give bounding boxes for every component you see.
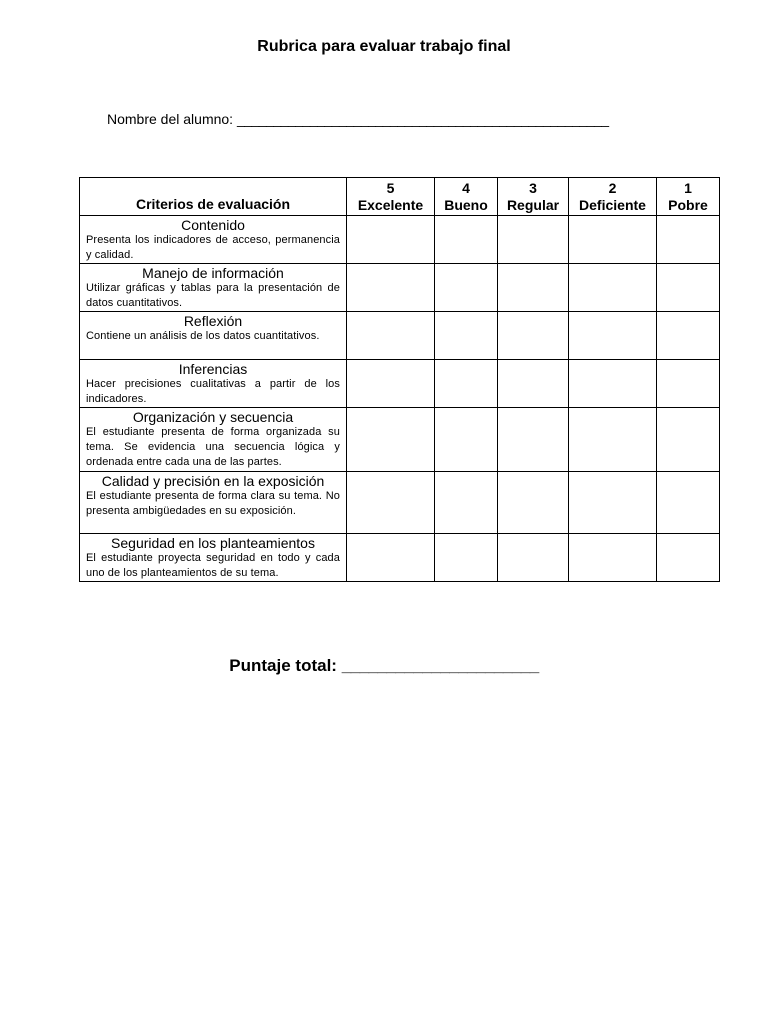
criterion-cell: [80, 534, 347, 582]
criterion-description: Presenta los indicadores de acceso, permanencia y calidad.: [86, 234, 340, 261]
total-score-field: [0, 655, 768, 677]
score-cell[interactable]: [498, 216, 569, 264]
score-cell[interactable]: [347, 264, 435, 312]
score-cell[interactable]: [657, 312, 720, 360]
score-cell[interactable]: [569, 264, 657, 312]
table-row: [80, 360, 720, 408]
score-cell[interactable]: [657, 360, 720, 408]
score-cell[interactable]: [498, 312, 569, 360]
criterion-description: El estudiante proyecta seguridad en todo y cada uno de los planteamientos de su tema.: [86, 552, 340, 579]
criterion-description: Contiene un análisis de los datos cuantitativos.: [86, 330, 320, 342]
student-name-line: ___________________________________________________: [236, 111, 609, 127]
total-score-line: ______________________: [341, 656, 539, 675]
criterion-title: Organización y secuencia: [132, 409, 294, 425]
student-name-field: [107, 110, 609, 128]
score-cell[interactable]: [435, 360, 498, 408]
student-name-label: Nombre del alumno:: [107, 111, 234, 127]
criteria-header: Criterios de evaluación: [80, 178, 347, 216]
rubric-table: [79, 177, 720, 582]
score-cell[interactable]: [569, 408, 657, 472]
score-cell[interactable]: [498, 534, 569, 582]
document-title: Rubrica para evaluar trabajo final: [257, 38, 511, 55]
table-row: [80, 264, 720, 312]
criterion-cell: [80, 360, 347, 408]
criterion-cell: [80, 312, 347, 360]
score-cell[interactable]: [435, 534, 498, 582]
criterion-title: Inferencias: [178, 361, 248, 377]
criterion-description: El estudiante presenta de forma clara su tema. No presenta ambigüedades en su exposición.: [86, 490, 340, 517]
criterion-cell: [80, 408, 347, 472]
score-cell[interactable]: [347, 360, 435, 408]
level-header-2: 2 Deficiente: [569, 178, 657, 216]
criterion-description: Utilizar gráficas y tablas para la presentación de datos cuantitativos.: [86, 282, 340, 309]
score-cell[interactable]: [569, 472, 657, 534]
score-cell[interactable]: [498, 360, 569, 408]
criterion-title: Seguridad en los planteamientos: [111, 535, 315, 551]
score-cell[interactable]: [569, 534, 657, 582]
level-header-4: 4 Bueno: [435, 178, 498, 216]
criterion-description: Hacer precisiones cualitativas a partir de los indicadores.: [86, 378, 340, 405]
score-cell[interactable]: [657, 264, 720, 312]
criterion-description: El estudiante presenta de forma organizada su tema. Se evidencia una secuencia lógica y ordenada entre cada una de las partes.: [86, 426, 340, 468]
score-cell[interactable]: [657, 472, 720, 534]
score-cell[interactable]: [435, 472, 498, 534]
criterion-title: Reflexión: [183, 313, 243, 329]
table-row: [80, 312, 720, 360]
level-header-5: 5 Excelente: [347, 178, 435, 216]
score-cell[interactable]: [347, 534, 435, 582]
table-row: [80, 216, 720, 264]
criterion-title: Calidad y precisión en la exposición: [101, 473, 325, 489]
table-row: [80, 408, 720, 472]
score-cell[interactable]: [657, 534, 720, 582]
score-cell[interactable]: [347, 312, 435, 360]
score-cell[interactable]: [569, 312, 657, 360]
criterion-title: Contenido: [181, 217, 245, 233]
total-score-label: Puntaje total:: [229, 656, 337, 675]
score-cell[interactable]: [347, 408, 435, 472]
header-row: [80, 178, 720, 216]
table-row: [80, 472, 720, 534]
criterion-cell: [80, 216, 347, 264]
criterion-cell: [80, 472, 347, 534]
score-cell[interactable]: [435, 312, 498, 360]
score-cell[interactable]: [569, 360, 657, 408]
score-cell[interactable]: [498, 264, 569, 312]
level-header-1: 1 Pobre: [657, 178, 720, 216]
score-cell[interactable]: [435, 408, 498, 472]
score-cell[interactable]: [347, 472, 435, 534]
score-cell[interactable]: [657, 408, 720, 472]
score-cell[interactable]: [347, 216, 435, 264]
criterion-cell: [80, 264, 347, 312]
score-cell[interactable]: [435, 216, 498, 264]
score-cell[interactable]: [498, 472, 569, 534]
table-row: [80, 534, 720, 582]
criterion-title: Manejo de información: [142, 265, 284, 281]
level-header-3: 3 Regular: [498, 178, 569, 216]
score-cell[interactable]: [498, 408, 569, 472]
score-cell[interactable]: [569, 216, 657, 264]
score-cell[interactable]: [435, 264, 498, 312]
score-cell[interactable]: [657, 216, 720, 264]
